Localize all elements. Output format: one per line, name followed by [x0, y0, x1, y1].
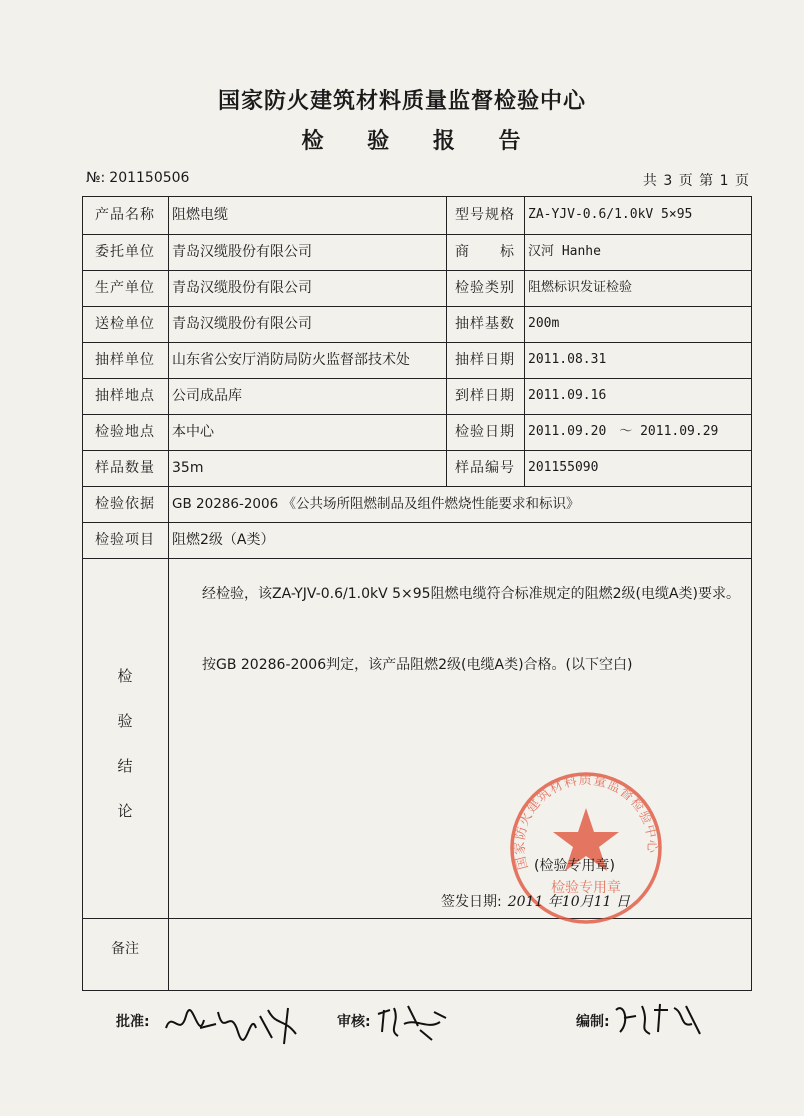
divider — [82, 342, 752, 343]
field-value: ZA-YJV-0.6/1.0kV 5×95 — [528, 207, 693, 222]
divider — [82, 414, 752, 415]
issue-date-label: 签发日期: — [441, 894, 502, 910]
report-number — [86, 170, 189, 186]
field-value: 青岛汉缆股份有限公司 — [172, 280, 312, 296]
basis-label: 检验依据 — [95, 496, 155, 512]
conclusion-label — [82, 565, 168, 920]
divider — [82, 558, 752, 559]
field-value: 公司成品库 — [172, 388, 242, 404]
field-value: 青岛汉缆股份有限公司 — [172, 316, 312, 332]
report-number-label: №: — [86, 170, 106, 186]
column-divider — [524, 196, 525, 486]
conclusion-label-char: 结 — [117, 756, 133, 775]
field-label: 检验日期 — [455, 424, 515, 440]
report-title: 检 验 报 告 — [301, 129, 539, 154]
field-label: 抽样日期 — [455, 352, 515, 368]
column-divider — [446, 196, 447, 486]
stamp-label: (检验专用章) — [534, 858, 615, 874]
field-label: 样品数量 — [95, 460, 155, 476]
divider — [82, 378, 752, 379]
compile-label: 编制: — [576, 1014, 610, 1030]
conclusion-label-char: 论 — [117, 801, 133, 820]
field-label: 抽样基数 — [455, 316, 515, 332]
conclusion-paragraph-1: 经检验，该ZA-YJV-0.6/1.0kV 5×95阻燃电缆符合标准规定的阻燃2级(电缆A类)要求。 — [202, 586, 740, 602]
conclusion-label-char: 验 — [117, 711, 133, 730]
field-label: 委托单位 — [95, 244, 155, 260]
compiler-signature — [610, 998, 710, 1042]
field-value: 200m — [528, 316, 560, 331]
center-name: 国家防火建筑材料质量监督检验中心 — [217, 89, 586, 114]
field-label: 样品编号 — [455, 460, 515, 476]
field-label: 检验类别 — [455, 280, 515, 296]
field-label: 到样日期 — [455, 388, 515, 404]
item-label: 检验项目 — [95, 532, 155, 548]
column-divider — [168, 196, 169, 991]
divider — [82, 270, 752, 271]
divider — [82, 306, 752, 307]
field-value: 阻燃电缆 — [172, 207, 228, 223]
field-label: 商 标 — [455, 244, 515, 260]
divider — [82, 234, 752, 235]
page-info: 共 3 页 第 1 页 — [642, 173, 750, 189]
field-value: 2011.09.16 — [528, 388, 607, 403]
field-value: 本中心 — [172, 424, 214, 440]
report-number-value: 201150506 — [109, 170, 190, 186]
field-label: 抽样单位 — [95, 352, 155, 368]
field-value: 青岛汉缆股份有限公司 — [172, 244, 312, 260]
review-label: 审核: — [337, 1014, 371, 1030]
field-label: 生产单位 — [95, 280, 155, 296]
approve-label: 批准: — [116, 1014, 150, 1030]
field-label: 送检单位 — [95, 316, 155, 332]
divider — [82, 450, 752, 451]
conclusion-label-char: 检 — [117, 666, 133, 685]
field-value: 201155090 — [528, 460, 599, 475]
issue-date — [441, 891, 630, 911]
item-value: 阻燃2级（A类） — [172, 532, 275, 548]
field-label: 产品名称 — [95, 207, 155, 223]
field-value: 35m — [172, 460, 204, 476]
conclusion-paragraph-2: 按GB 20286-2006判定，该产品阻燃2级(电缆A类)合格。(以下空白) — [202, 657, 633, 673]
reviewer-signature — [374, 1000, 454, 1044]
basis-value: GB 20286-2006 《公共场所阻燃制品及组件燃烧性能要求和标识》 — [172, 496, 580, 512]
field-value: 山东省公安厅消防局防火监督部技术处 — [172, 351, 410, 368]
field-label: 抽样地点 — [95, 388, 155, 404]
field-label: 检验地点 — [95, 424, 155, 440]
field-value: 汉河 Hanhe — [528, 244, 601, 259]
field-value: 2011.09.20 ～ 2011.09.29 — [528, 424, 719, 439]
svg-text:检验专用章: 检验专用章 — [551, 880, 621, 896]
field-value: 阻燃标识发证检验 — [528, 280, 633, 295]
field-label: 型号规格 — [455, 207, 515, 223]
divider — [82, 486, 752, 487]
issue-date-value: 2011 年10月11 日 — [507, 894, 630, 910]
divider — [82, 522, 752, 523]
remark-label: 备注 — [111, 941, 139, 957]
svg-text:国家防火建筑材料质量监督检验中心: 国家防火建筑材料质量监督检验中心 — [512, 773, 660, 871]
field-value: 2011.08.31 — [528, 352, 607, 367]
approver-signature — [160, 998, 310, 1048]
